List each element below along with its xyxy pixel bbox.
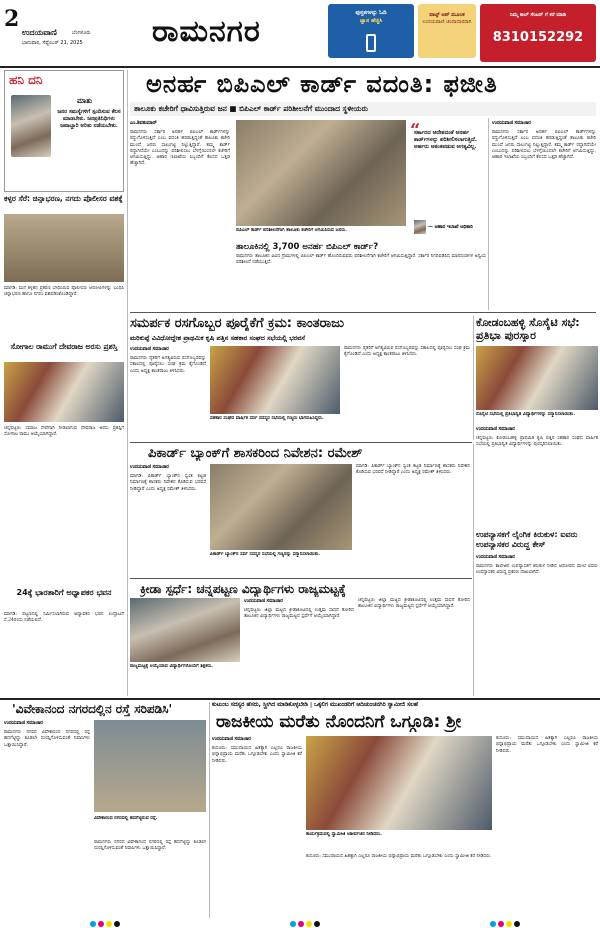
society-caption: ಸೊಸೈಟಿ ಸಭೆಯಲ್ಲಿ ಪ್ರತಿಭಾನ್ವಿತ ವಿದ್ಯಾರ್ಥಿಗಳನ್ನು ಸನ್ಮಾನಿಸಲಾಯಿತು.: [476, 412, 576, 417]
paper-name: ಉದಯವಾಣಿ: [22, 28, 57, 37]
politics-caption: ಕಾರ್ಯಕ್ರಮದಲ್ಲಿ ಸ್ವಾಮೀಜಿ ಆಶೀರ್ವಚನ ನೀಡಿದರು.: [306, 832, 382, 837]
left-story2-body: ಚನ್ನಪಟ್ಟಣ: ಸಮಾಜ ಸೇವೆಗಾಗಿ ನೀಡಲಾಗುವ ದೇವರಾಜ ಅರಸು ಪ್ರಶಸ್ತಿಗೆ ಸೋಗಾಲ ರಾಮು ಆಯ್ಕೆಯಾಗಿದ್ದಾರೆ.: [4, 426, 124, 438]
lead-headline: ಅನರ್ಹ ಬಿಪಿಎಲ್ ಕಾರ್ಡ್ ವದಂತಿ: ಫಜೀತಿ: [146, 70, 498, 98]
society-headline: ಕೋಡಂಬಹಳ್ಳಿ ಸೊಸೈಟಿ ಸಭೆ: ಪ್ರತಿಭಾ ಪುರಸ್ಕಾರ: [476, 316, 580, 342]
coop-body: ರಾಮನಗರ: ರೈತರಿಗೆ ಅಗತ್ಯವಿರುವ ರಸಗೊಬ್ಬರವನ್ನು ಸಕಾಲದಲ್ಲಿ ಪೂರೈಸಲು ಸಂಘ ಕ್ರಮ ಕೈಗೊಂಡಿದೆ ಎಂದು ಅಧ್ಯಕ್ಷ ಕಾಂತರಾಜು ತಿಳಿಸಿದರು.: [130, 356, 206, 374]
lower-band-rule: [0, 698, 600, 700]
politics-body-col2: ಕುದೂರು: ಸಮುದಾಯದ ಹಿತಕ್ಕಾಗಿ ಎಲ್ಲರೂ ರಾಜಕೀಯ ಭಿನ್ನಾಭಿಪ್ರಾಯ ಮರೆತು ಒಗ್ಗೂಡಬೇಕು ಎಂದು ಸ್ವಾಮೀಜಿ ಕರೆ ನೀಡಿದರು.: [306, 854, 492, 859]
society-photo: [476, 346, 598, 410]
road-byline: ಉದಯವಾಣಿ ಸಮಾಚಾರ: [4, 721, 43, 726]
issue-date: ಭಾನುವಾರ, ಸೆಪ್ಟೆಂಬರ್ 21, 2025: [22, 40, 83, 46]
bank-right-rule: [473, 444, 474, 696]
coop-photo: [210, 346, 340, 414]
masthead: [0, 0, 600, 64]
ad-whatsapp-line1: ವಾಟ್ಸ್ ಆಪ್ ಮೂಲಕ: [429, 12, 465, 18]
masthead-rule: [0, 66, 600, 68]
coop-caption: ಸಹಕಾರ ಸಂಘದ ವಾರ್ಷಿಕ ಸರ್ವ ಸದಸ್ಯರ ಸಭೆಯಲ್ಲಿ ಗಣ್ಯರು ಭಾಗವಹಿಸಿದ್ದರು.: [210, 416, 324, 421]
bank-bottom-rule: [130, 578, 472, 579]
coop-subhead: ಮರಿಕುಪ್ಪೆ ವಿವಿಧೋದ್ದೇಶ ಪ್ರಾಥಮಿಕ ಕೃಷಿ ಪತ್ತಿನ ಸಹಕಾರ ಸಂಘದ ಸಭೆಯಲ್ಲಿ ಭರವಸೆ: [130, 334, 305, 342]
bank-body-col2: ಮಾಗಡಿ: ಪಿಕಾರ್ಡ್ ಬ್ಯಾಂಕ್‌ನ ಸ್ವಂತ ಕಟ್ಟಡ ನಿರ್ಮಾಣಕ್ಕೆ ಶಾಸಕರು ನಿವೇಶನ ಕೊಡಿಸುವ ಭರವಸೆ ನೀಡಿದ್ದಾರೆ ಎಂದು ಅಧ್ಯಕ್ಷ ರಮೇಶ್ ತಿಳಿಸಿದರು.: [356, 464, 470, 476]
coop-headline: ಸಮರ್ಪಕ ರಸಗೊಬ್ಬರ ಪೂರೈಕೆಗೆ ಕ್ರಮ: ಕಾಂತರಾಜು: [130, 316, 344, 331]
bank-body: ಮಾಗಡಿ: ಪಿಕಾರ್ಡ್ ಬ್ಯಾಂಕ್‌ನ ಸ್ವಂತ ಕಟ್ಟಡ ನಿರ್ಮಾಣಕ್ಕೆ ಶಾಸಕರು ನಿವೇಶನ ಕೊಡಿಸುವ ಭರವಸೆ ನೀಡಿದ್ದಾರೆ ಎಂದು ಅಧ್ಯಕ್ಷ ರಮೇಶ್ ತಿಳಿಸಿದರು.: [130, 474, 206, 492]
road-body: ರಾಮನಗರ: ನಗರದ ವಿವೇಕಾನಂದ ನಗರದಲ್ಲಿ ರಸ್ತೆ ಹದಗೆಟ್ಟಿದ್ದು ಕೂಡಲೇ ದುರಸ್ತಿಗೊಳಿಸುವಂತೆ ನಿವಾಸಿಗಳು ಒತ್ತಾಯಿಸಿದ್ದಾರೆ.: [4, 730, 90, 748]
lead-box-headline: ತಾಲೂಕಿನಲ್ಲಿ 3,700 ಅನರ್ಹ ಬಿಪಿಎಲ್ ಕಾರ್ಡ್?: [236, 242, 379, 252]
bank-headline: ಪಿಕಾರ್ಡ್ ಬ್ಯಾಂಕ್‌ಗೆ ಶಾಸಕರಿಂದ ನಿವೇಶನ: ರಮೇಶ್: [148, 446, 363, 461]
society-body: ಚನ್ನಪಟ್ಟಣ: ಕೋಡಂಬಹಳ್ಳಿ ಪ್ರಾಥಮಿಕ ಕೃಷಿ ಪತ್ತಿನ ಸಹಕಾರ ಸಂಘದ ವಾರ್ಷಿಕ ಸಭೆಯಲ್ಲಿ ಪ್ರತಿಭಾನ್ವಿತ ವಿದ್ಯಾರ್ಥಿಗಳನ್ನು ಪುರಸ್ಕರಿಸಲಾಯಿತು.: [476, 436, 598, 448]
lead-pull-quote-attr: — ಆಹಾರ ಇಲಾಖೆ ಅಧಿಕಾರಿ: [428, 225, 473, 230]
lead-byline: ಎಂ.ಶಿವಕುಮಾರ್: [130, 121, 157, 126]
lead-body: ರಾಮನಗರ: ಸರ್ಕಾರ ಅನರ್ಹ ಬಿಪಿಎಲ್ ಕಾರ್ಡ್‌ಗಳನ್ನು ರದ್ದುಗೊಳಿಸುತ್ತಿದೆ ಎಂಬ ವದಂತಿ ಹರಡುತ್ತಿದ್ದಂತೆ ತಾಲೂಕು ಕಚೇರಿ ಮುಂದೆ ಜನರು ಸಾಲುಗಟ್ಟಿ ನಿಲ್ಲುತ್ತಿದ್ದಾರೆ. ತಮ್ಮ ಕಾರ್ಡ್ ರದ್ದಾಗಿದೆಯೇ ಎಂಬುದನ್ನು ಪರಿಶೀಲಿಸಲು ಬೆಳಗ್ಗೆಯಿಂದಲೇ ಕಚೇರಿಗೆ ಆಗಮಿಸುತ್ತಿದ್ದು, ಆಹಾರ ಇಲಾಖೆಯ ಸಿಬ್ಬಂದಿಗೆ ಕೆಲಸದ ಒತ್ತಡ ಹೆಚ್ಚಾಗಿದೆ.: [130, 130, 230, 167]
road-headline: 'ವಿವೇಕಾನಂದ ನಗರದಲ್ಲಿನ ರಸ್ತೆ ಸರಿಪಡಿಸಿ': [12, 702, 173, 716]
bottom-left-rule: [209, 702, 210, 918]
case-body: ರಾಮನಗರ: ಕಾಲೇಜಿನ ಉಪನ್ಯಾಸಕಿಗೆ ಕಿರುಕುಳ ನೀಡಿದ ಆರೋಪದ ಮೇಲೆ ಐವರು ಉಪನ್ಯಾಸಕರ ವಿರುದ್ಧ ಪ್ರಕರಣ ದಾಖಲಾಗಿದೆ.: [476, 564, 598, 576]
left-story3-body: ಮಾಗಡಿ: ಪಟ್ಟಣದಲ್ಲಿ ನಿರ್ಮಿಸಲಾಗಿರುವ ಅಧ್ಯಾಪಕರ ಭವನ ಉದ್ಘಾಟನೆ ಸೆ.24ರಂದು ನಡೆಯಲಿದೆ.: [4, 612, 124, 624]
honey-quote: ಜನರ ಸಮಸ್ಯೆಗಳಿಗೆ ಸ್ಪಂದಿಸುವ ಕೆಲಸ ಮಾಡಬೇಕು. ಜನಪ್ರತಿನಿಧಿಗಳು ಜವಾಬ್ದಾರಿ ಅರಿತು ನಡೆಯಬೇಕು.: [57, 109, 121, 129]
lead-subhead-bar: [130, 102, 596, 116]
ad-callcenter-line1: ನಿಮ್ಮ ಕಾಲ್ ಸೆಂಟರ್ ಗೆ ಕರೆ ಮಾಡಿ: [509, 12, 567, 18]
sports-photo: [130, 598, 240, 662]
lead-pull-quote-box: [410, 120, 484, 246]
right-col-body: ರಾಮನಗರ: ಸರ್ಕಾರ ಅನರ್ಹ ಬಿಪಿಎಲ್ ಕಾರ್ಡ್‌ಗಳನ್ನು ರದ್ದುಗೊಳಿಸುತ್ತಿದೆ ಎಂಬ ವದಂತಿ ಹರಡುತ್ತಿದ್ದಂತೆ ತಾಲೂಕು ಕಚೇರಿ ಮುಂದೆ ಜನರು ಸಾಲುಗಟ್ಟಿ ನಿಲ್ಲುತ್ತಿದ್ದಾರೆ. ತಮ್ಮ ಕಾರ್ಡ್ ರದ್ದಾಗಿದೆಯೇ ಎಂಬುದನ್ನು ಪರಿಶೀಲಿಸಲು ಬೆಳಗ್ಗೆಯಿಂದಲೇ ಕಚೇರಿಗೆ ಆಗಮಿಸುತ್ತಿದ್ದು, ಆಹಾರ ಇಲಾಖೆಯ ಸಿಬ್ಬಂದಿಗೆ ಕೆಲಸದ ಒತ್ತಡ ಹೆಚ್ಚಾಗಿದೆ.: [492, 130, 596, 161]
case-headline: ಉಪನ್ಯಾಸಕಗೆ ಲೈಂಗಿಕ ಕಿರುಕುಳ: ಐವರು ಉಪನ್ಯಾಸಕರ ವಿರುದ್ಧ ಕೇಸ್: [476, 530, 578, 549]
coop-right-rule: [473, 316, 474, 440]
ad-whatsapp-line2: ಉದಯವಾಣಿ ಚಂದಾದಾರರಾಗಿ: [422, 19, 472, 25]
lead-photo-caption: ಬಿಪಿಎಲ್ ಕಾರ್ಡ್ ಪರಿಶೀಲನೆಗಾಗಿ ತಾಲೂಕು ಕಚೇರಿಗೆ ಆಗಮಿಸಿರುವ ಜನರು.: [236, 228, 347, 233]
left-story2-headline: ಸೋಗಾಲ ರಾಮುಗೆ ದೇವರಾಜ ಅರಸು ಪ್ರಶಸ್ತಿ: [10, 342, 118, 351]
ad-books-line1: ಪುಸ್ತಕಗಳನ್ನು ಓದಿ: [355, 10, 387, 16]
lead-subhead: ತಾಲೂಕು ಕಚೇರಿಗೆ ಧಾವಿಸುತ್ತಿರುವ ಜನ ■ ಬಿಪಿಎಲ್ ಕಾರ್ಡ್ ಪರಿಶೀಲನೆಗೆ ಮುಂದಾದ ಸ್ಥಳೀಯರು: [134, 104, 368, 113]
politics-headline: ರಾಜಕೀಯ ಮರೆತು ನೊಂದನಿಗೆ ಒಗ್ಗೂಡಿ: ಶ್ರೀ: [216, 712, 462, 732]
case-byline: ಉದಯವಾಣಿ ಸಮಾಚಾರ: [476, 555, 515, 560]
ad-callcenter-phone: 8310152292: [492, 30, 584, 45]
bank-photo: [210, 464, 352, 550]
ad-banner-books: [328, 4, 414, 58]
left-story1-headline: ಕಳ್ಳರ ಸೆರೆ: ಚಿನ್ನಾಭರಣ, ನಗದು ಪೊಲೀಸರ ವಶಕ್ಕೆ: [4, 194, 123, 203]
sports-body: ಚನ್ನಪಟ್ಟಣ: ಜಿಲ್ಲಾ ಮಟ್ಟದ ಕ್ರೀಡಾಕೂಟದಲ್ಲಿ ಉತ್ತಮ ಸಾಧನೆ ತೋರಿದ ತಾಲೂಕಿನ ವಿದ್ಯಾರ್ಥಿಗಳು ರಾಜ್ಯಮಟ್ಟದ ಸ್ಪರ್ಧೆಗೆ ಆಯ್ಕೆಯಾಗಿದ್ದಾರೆ.: [244, 608, 354, 620]
left-column-rule: [127, 70, 128, 696]
left-story1-body: ಮಾಗಡಿ: ಮನೆ ಕಳ್ಳತನ ಪ್ರಕರಣ ಬೇಧಿಸಿರುವ ಪೊಲೀಸರು ಆರೋಪಿಗಳನ್ನು ಬಂಧಿಸಿ ಚಿನ್ನಾಭರಣ ಹಾಗೂ ನಗದು ವಶಪಡಿಸಿಕೊಂಡಿದ್ದಾರೆ.: [4, 286, 124, 298]
road-caption: ವಿವೇಕಾನಂದ ನಗರದಲ್ಲಿ ಹದಗೆಟ್ಟಿರುವ ರಸ್ತೆ.: [94, 816, 158, 821]
honey-portrait: [11, 95, 51, 157]
coop-body-col2: ರಾಮನಗರ: ರೈತರಿಗೆ ಅಗತ್ಯವಿರುವ ರಸಗೊಬ್ಬರವನ್ನು ಸಕಾಲದಲ್ಲಿ ಪೂರೈಸಲು ಸಂಘ ಕ್ರಮ ಕೈಗೊಂಡಿದೆ ಎಂದು ಅಧ್ಯಕ್ಷ ಕಾಂತರಾಜು ತಿಳಿಸಿದರು.: [344, 346, 470, 358]
sports-caption: ರಾಜ್ಯಮಟ್ಟಕ್ಕೆ ಆಯ್ಕೆಯಾದ ವಿದ್ಯಾರ್ಥಿಗಳೊಂದಿಗೆ ಶಿಕ್ಷಕರು.: [130, 664, 214, 669]
right-column-rule: [488, 118, 489, 310]
left-story1-photo: [4, 214, 124, 282]
politics-byline: ಉದಯವಾಣಿ ಸಮಾಚಾರ: [212, 737, 251, 742]
print-registration-marks: [0, 920, 600, 928]
ad-books-line2: ಜ್ಞಾನ ಹೆಚ್ಚಿಸಿ: [359, 18, 383, 24]
honey-title: ಹನಿ ದನಿ: [9, 73, 43, 87]
left-story3-headline: 24ಕ್ಕೆ ಭಾರತಾರಿಗೆ ಅಧ್ಯಾಪಕರ ಭವನ: [16, 588, 112, 597]
coop-bottom-rule: [130, 442, 472, 443]
bank-caption: ಪಿಕಾರ್ಡ್ ಬ್ಯಾಂಕ್‌ನ ಸರ್ವ ಸದಸ್ಯರ ಸಭೆಯಲ್ಲಿ ಗಣ್ಯರನ್ನು ಸನ್ಮಾನಿಸಲಾಯಿತು.: [210, 552, 321, 557]
left-story2-photo: [4, 362, 124, 422]
politics-body: ಕುದೂರು: ಸಮುದಾಯದ ಹಿತಕ್ಕಾಗಿ ಎಲ್ಲರೂ ರಾಜಕೀಯ ಭಿನ್ನಾಭಿಪ್ರಾಯ ಮರೆತು ಒಗ್ಗೂಡಬೇಕು ಎಂದು ಸ್ವಾಮೀಜಿ ಕರೆ ನೀಡಿದರು.: [212, 746, 302, 764]
page-number: 2: [4, 6, 20, 32]
lead-pull-quote: ಸರ್ಕಾರದ ಆದೇಶದಂತೆ ಅನರ್ಹ ಕಾರ್ಡ್‌ಗಳನ್ನು ಪರಿಶೀಲಿಸಲಾಗುತ್ತಿದೆ. ಅರ್ಹರು ಆತಂಕಪಡುವ ಅಗತ್ಯವಿಲ್ಲ.: [414, 130, 477, 150]
edition-name: ಬೆಂಗಳೂರು: [72, 30, 91, 36]
politics-kicker: ಕುಟುಂಬ ಸದಸ್ಯರ ಹೆಸರು, ಸ್ತ್ರೀಗಿದ ಮಾಡಿಕೊಳ್ಳಬೇಡಿ | ಒಕ್ಕಲಿಗ ಮುಖಂಡರಿಗೆ ಆದಿಚುಂಚನಗಿರಿ ಸ್ವಾಮೀಜಿ ಸಲಹೆ: [212, 702, 419, 708]
sports-byline: ಉದಯವಾಣಿ ಸಮಾಚಾರ: [244, 599, 283, 604]
official-portrait: [414, 220, 426, 234]
sports-headline: ಕ್ರೀಡಾ ಸ್ಪರ್ಧೆ: ಚನ್ನಪಟ್ಟಣ ವಿದ್ಯಾರ್ಥಿಗಳು ರಾಜ್ಯಮಟ್ಟಕ್ಕೆ: [140, 582, 346, 596]
phone-icon: [366, 34, 376, 52]
bank-byline: ಉದಯವಾಣಿ ಸಮಾಚಾರ: [130, 465, 169, 470]
honey-box: [4, 70, 124, 192]
lead-box-body: ರಾಮನಗರ: ತಾಲೂಕಿನ ವಿವಿಧ ಗ್ರಾಮಗಳಲ್ಲಿ ಬಿಪಿಎಲ್ ಕಾರ್ಡ್ ಹೊಂದಿರುವವರು ಪರಿಶೀಲನೆಗಾಗಿ ಕಚೇರಿಗೆ ಆಗಮಿಸುತ್ತಿದ್ದಾರೆ. ಸರ್ಕಾರ ನಿಗದಿಪಡಿಸಿದ ಮಾನದಂಡಗಳ ಅನ್ವಯ ಪರಿಶೀಲನೆ ನಡೆಯುತ್ತಿದೆ.: [236, 254, 486, 266]
politics-photo: [306, 736, 492, 830]
section-title: ರಾಮನಗರ: [152, 14, 261, 49]
quote-mark-icon: “: [410, 120, 421, 141]
ad-banner-callcenter: [480, 4, 596, 62]
sports-body-col2: ಚನ್ನಪಟ್ಟಣ: ಜಿಲ್ಲಾ ಮಟ್ಟದ ಕ್ರೀಡಾಕೂಟದಲ್ಲಿ ಉತ್ತಮ ಸಾಧನೆ ತೋರಿದ ತಾಲೂಕಿನ ವಿದ್ಯಾರ್ಥಿಗಳು ರಾಜ್ಯಮಟ್ಟದ ಸ್ಪರ್ಧೆಗೆ ಆಯ್ಕೆಯಾಗಿದ್ದಾರೆ.: [358, 598, 470, 610]
honey-label: ಮಾತು: [77, 97, 93, 105]
lead-bottom-rule: [130, 312, 596, 313]
road-photo: [94, 720, 206, 812]
ad-banner-whatsapp: [418, 4, 476, 58]
lead-photo: [236, 120, 406, 226]
society-byline: ಉದಯವಾಣಿ ಸಮಾಚಾರ: [476, 427, 515, 432]
coop-byline: ಉದಯವಾಣಿ ಸಮಾಚಾರ: [130, 347, 169, 352]
politics-body-col3: ಕುದೂರು: ಸಮುದಾಯದ ಹಿತಕ್ಕಾಗಿ ಎಲ್ಲರೂ ರಾಜಕೀಯ ಭಿನ್ನಾಭಿಪ್ರಾಯ ಮರೆತು ಒಗ್ಗೂಡಬೇಕು ಎಂದು ಸ್ವಾಮೀಜಿ ಕರೆ ನೀಡಿದರು.: [496, 736, 598, 754]
lead-box: [236, 242, 486, 308]
right-col-byline: ಉದಯವಾಣಿ ಸಮಾಚಾರ: [492, 121, 531, 126]
road-body-col2: ರಾಮನಗರ: ನಗರದ ವಿವೇಕಾನಂದ ನಗರದಲ್ಲಿ ರಸ್ತೆ ಹದಗೆಟ್ಟಿದ್ದು ಕೂಡಲೇ ದುರಸ್ತಿಗೊಳಿಸುವಂತೆ ನಿವಾಸಿಗಳು ಒತ್ತಾಯಿಸಿದ್ದಾರೆ.: [94, 840, 206, 852]
